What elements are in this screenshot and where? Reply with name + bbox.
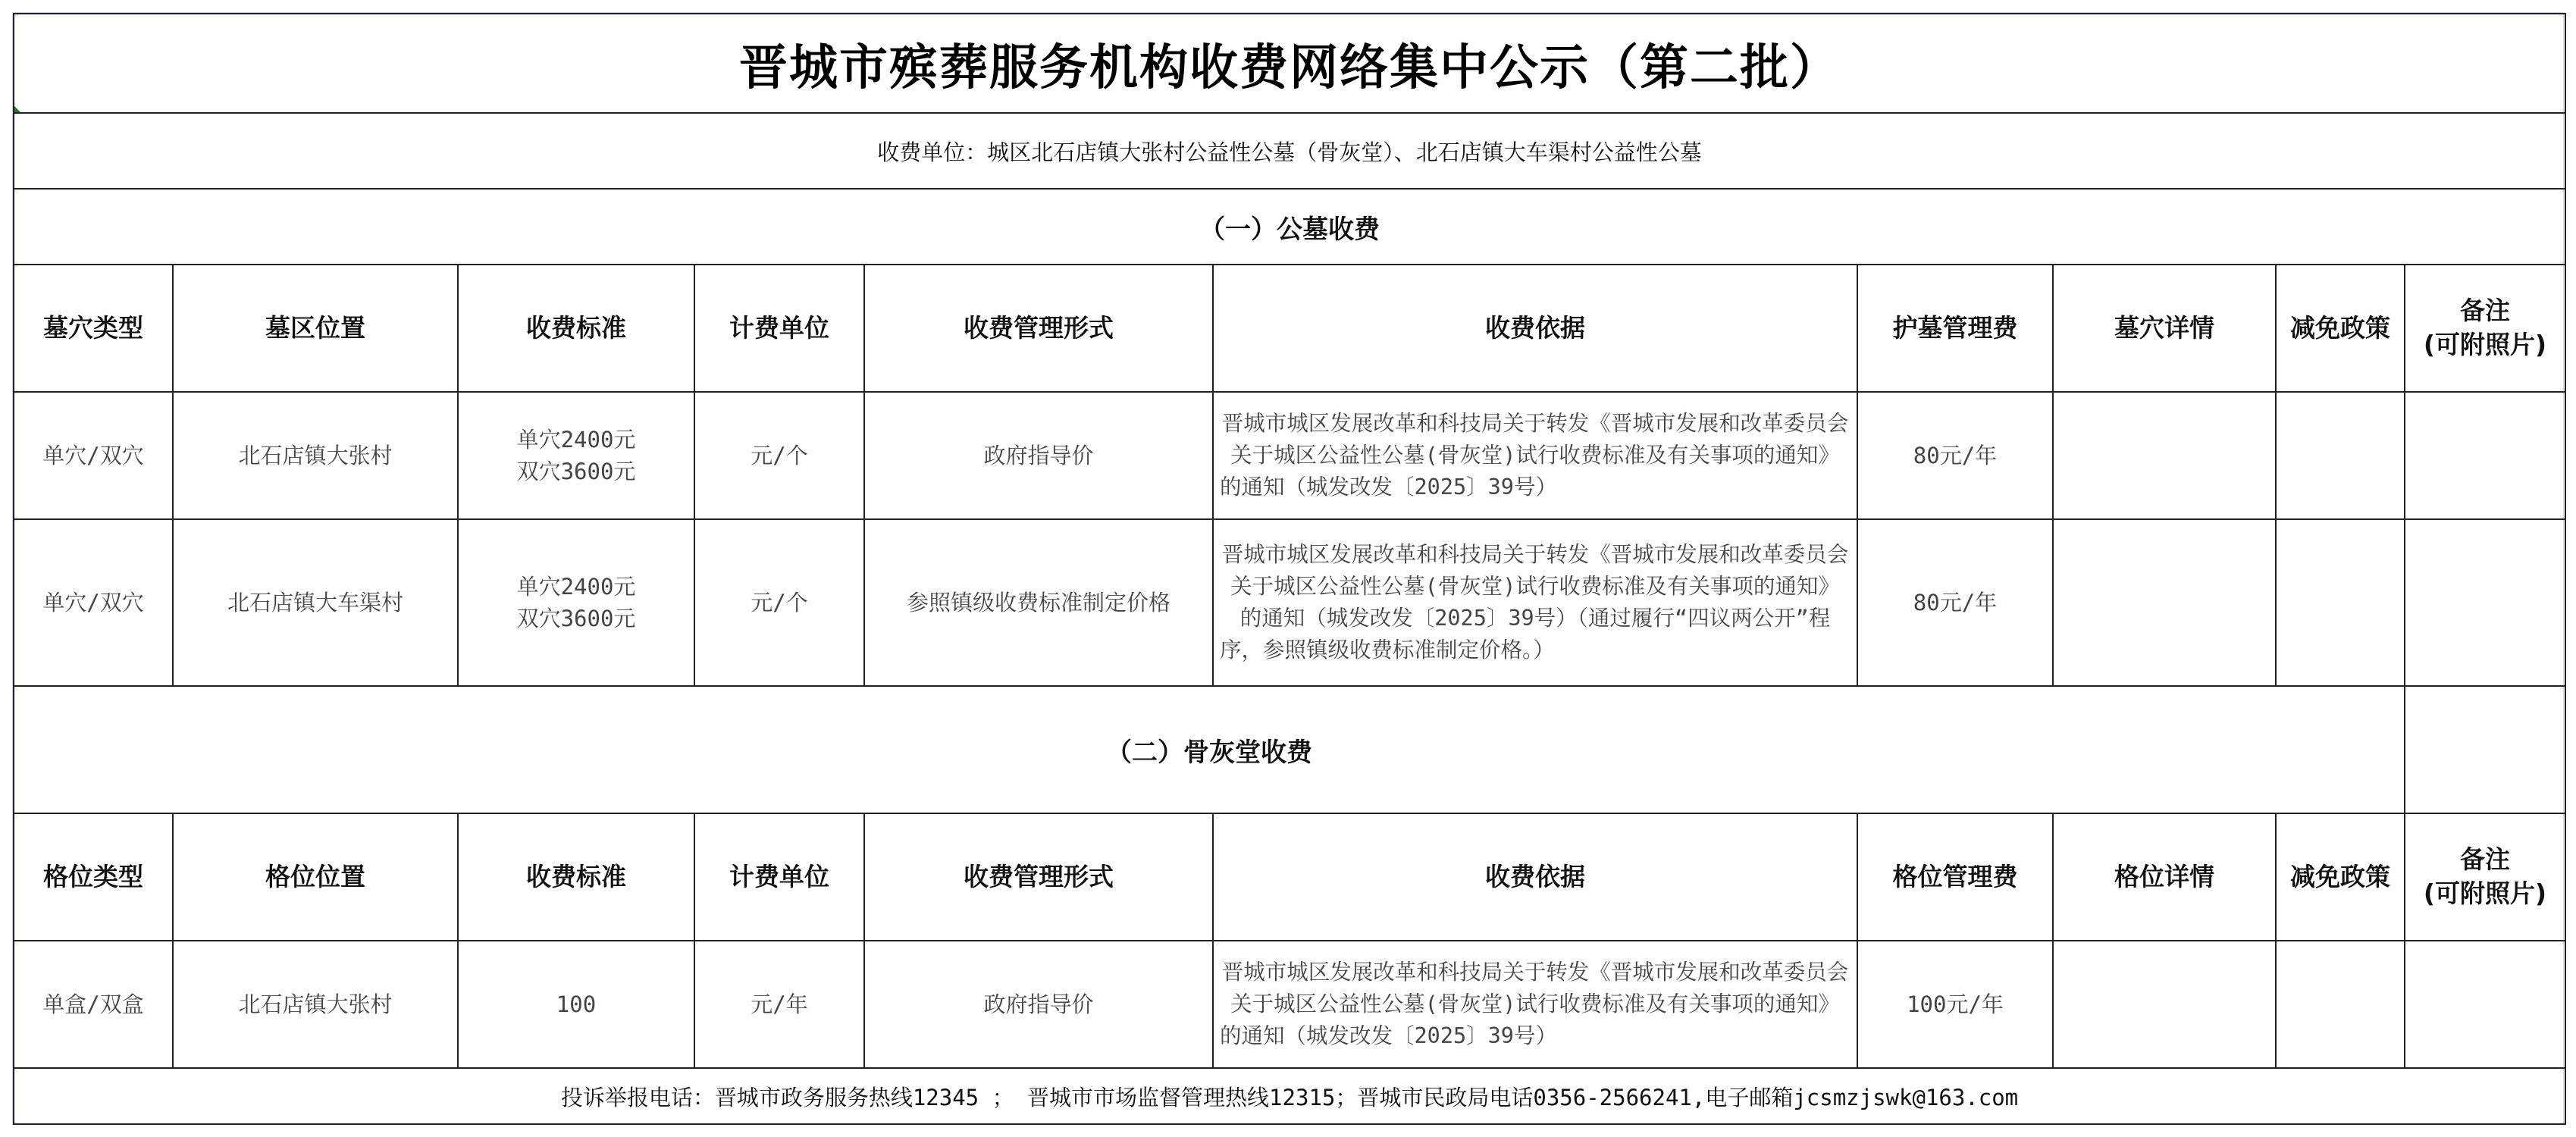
header-grave-type: 墓穴类型: [14, 265, 173, 392]
header-remarks-line2: (可附照片): [2423, 879, 2547, 908]
cell-management-form: 政府指导价: [864, 941, 1213, 1068]
fee-notice-table: [13, 13, 2566, 1125]
cell-billing-unit: 元/年: [694, 941, 864, 1068]
fee-standard-double: 双穴3600元: [516, 606, 636, 631]
fee-standard-single: 单穴2400元: [516, 426, 636, 453]
cell-grave-location: 北石店镇大张村: [173, 392, 458, 519]
header-billing-unit: 计费单位: [694, 813, 864, 941]
table-row: [14, 941, 2565, 1068]
cell-maintenance-fee: 80元/年: [1857, 392, 2053, 519]
header-fee-standard: 收费标准: [458, 265, 694, 392]
header-niche-management-fee: 格位管理费: [1857, 813, 2053, 941]
cell-fee-basis: 晋城市城区发展改革和科技局关于转发《晋城市发展和改革委员会关于城区公益性公墓(骨灰堂)试行收费标准及有关事项的通知》的通知（城发改发〔2025〕39号）（通过履行“四议两公开”程序，参照镇级收费标准制定价格。）: [1213, 519, 1857, 686]
cell-fee-standard: [458, 519, 694, 686]
complaint-hotline: 投诉举报电话：晋城市政务服务热线12345 ； 晋城市市场监督管理热线12315；晋城市民政局电话0356-2566241,电子邮箱jcsmzjswk@163.com: [14, 1068, 2565, 1124]
cell-niche-location: 北石店镇大张村: [173, 941, 458, 1068]
header-management-form: 收费管理形式: [864, 813, 1213, 941]
cell-grave-type: 单穴/双穴: [14, 519, 173, 686]
footer-row: [14, 1068, 2565, 1124]
cell-billing-unit: 元/个: [694, 392, 864, 519]
section1-header-row: [14, 265, 2565, 392]
cell-grave-location: 北石店镇大车渠村: [173, 519, 458, 686]
section1-heading-row: [14, 189, 2565, 265]
header-remarks-line1: 备注: [2460, 844, 2510, 875]
cell-niche-type: 单盒/双盒: [14, 941, 173, 1068]
cell-reduction-policy: [2276, 392, 2405, 519]
header-remarks-line1: 备注: [2460, 296, 2510, 326]
cell-remarks: [2405, 392, 2565, 519]
header-niche-type: 格位类型: [14, 813, 173, 941]
cell-fee-basis: 晋城市城区发展改革和科技局关于转发《晋城市发展和改革委员会关于城区公益性公墓(骨灰堂)试行收费标准及有关事项的通知》的通知（城发改发〔2025〕39号）: [1213, 941, 1857, 1068]
header-management-form: 收费管理形式: [864, 265, 1213, 392]
header-billing-unit: 计费单位: [694, 265, 864, 392]
section1-heading: （一）公墓收费: [14, 189, 2565, 265]
header-remarks-line2: (可附照片): [2423, 330, 2547, 359]
cell-reduction-policy: [2276, 519, 2405, 686]
cell-maintenance-fee: 80元/年: [1857, 519, 2053, 686]
cell-grave-details: [2053, 519, 2276, 686]
cell-niche-details: [2053, 941, 2276, 1068]
notice-sheet: [12, 12, 2564, 1125]
header-remarks: [2405, 813, 2565, 941]
header-reduction-policy: 减免政策: [2276, 813, 2405, 941]
header-grave-location: 墓区位置: [173, 265, 458, 392]
header-fee-standard: 收费标准: [458, 813, 694, 941]
header-niche-location: 格位位置: [173, 813, 458, 941]
section2-header-row: [14, 813, 2565, 941]
table-row: [14, 519, 2565, 686]
cell-grave-details: [2053, 392, 2276, 519]
header-niche-details: 格位详情: [2053, 813, 2276, 941]
section2-heading: （二）骨灰堂收费: [14, 686, 2405, 813]
header-reduction-policy: 减免政策: [2276, 265, 2405, 392]
header-grave-details: 墓穴详情: [2053, 265, 2276, 392]
cell-management-form: 参照镇级收费标准制定价格: [864, 519, 1213, 686]
cell-grave-type: 单穴/双穴: [14, 392, 173, 519]
page-title: [14, 14, 2565, 113]
header-fee-basis: 收费依据: [1213, 813, 1857, 941]
title-row: [14, 14, 2565, 113]
cell-fee-standard: 100: [458, 941, 694, 1068]
section2-heading-row: [14, 686, 2565, 813]
charging-unit-row: [14, 113, 2565, 189]
table-row: [14, 392, 2565, 519]
fee-standard-single: 单穴2400元: [516, 573, 636, 600]
page-title-text: 晋城市殡葬服务机构收费网络集中公示（第二批）: [739, 39, 1840, 96]
cell-remarks: [2405, 941, 2565, 1068]
fee-standard-double: 双穴3600元: [516, 459, 636, 484]
charging-unit: 收费单位：城区北石店镇大张村公益性公墓（骨灰堂）、北石店镇大车渠村公益性公墓: [14, 113, 2565, 189]
cell-fee-standard: [458, 392, 694, 519]
cell-remarks: [2405, 519, 2565, 686]
cell-fee-basis: 晋城市城区发展改革和科技局关于转发《晋城市发展和改革委员会关于城区公益性公墓(骨灰堂)试行收费标准及有关事项的通知》的通知（城发改发〔2025〕39号）: [1213, 392, 1857, 519]
cell-comment-marker: [14, 106, 22, 113]
cell-billing-unit: 元/个: [694, 519, 864, 686]
cell-reduction-policy: [2276, 941, 2405, 1068]
header-maintenance-fee: 护墓管理费: [1857, 265, 2053, 392]
cell-niche-management-fee: 100元/年: [1857, 941, 2053, 1068]
cell-management-form: 政府指导价: [864, 392, 1213, 519]
header-remarks: [2405, 265, 2565, 392]
header-fee-basis: 收费依据: [1213, 265, 1857, 392]
section2-heading-remark-cell: [2405, 686, 2565, 813]
